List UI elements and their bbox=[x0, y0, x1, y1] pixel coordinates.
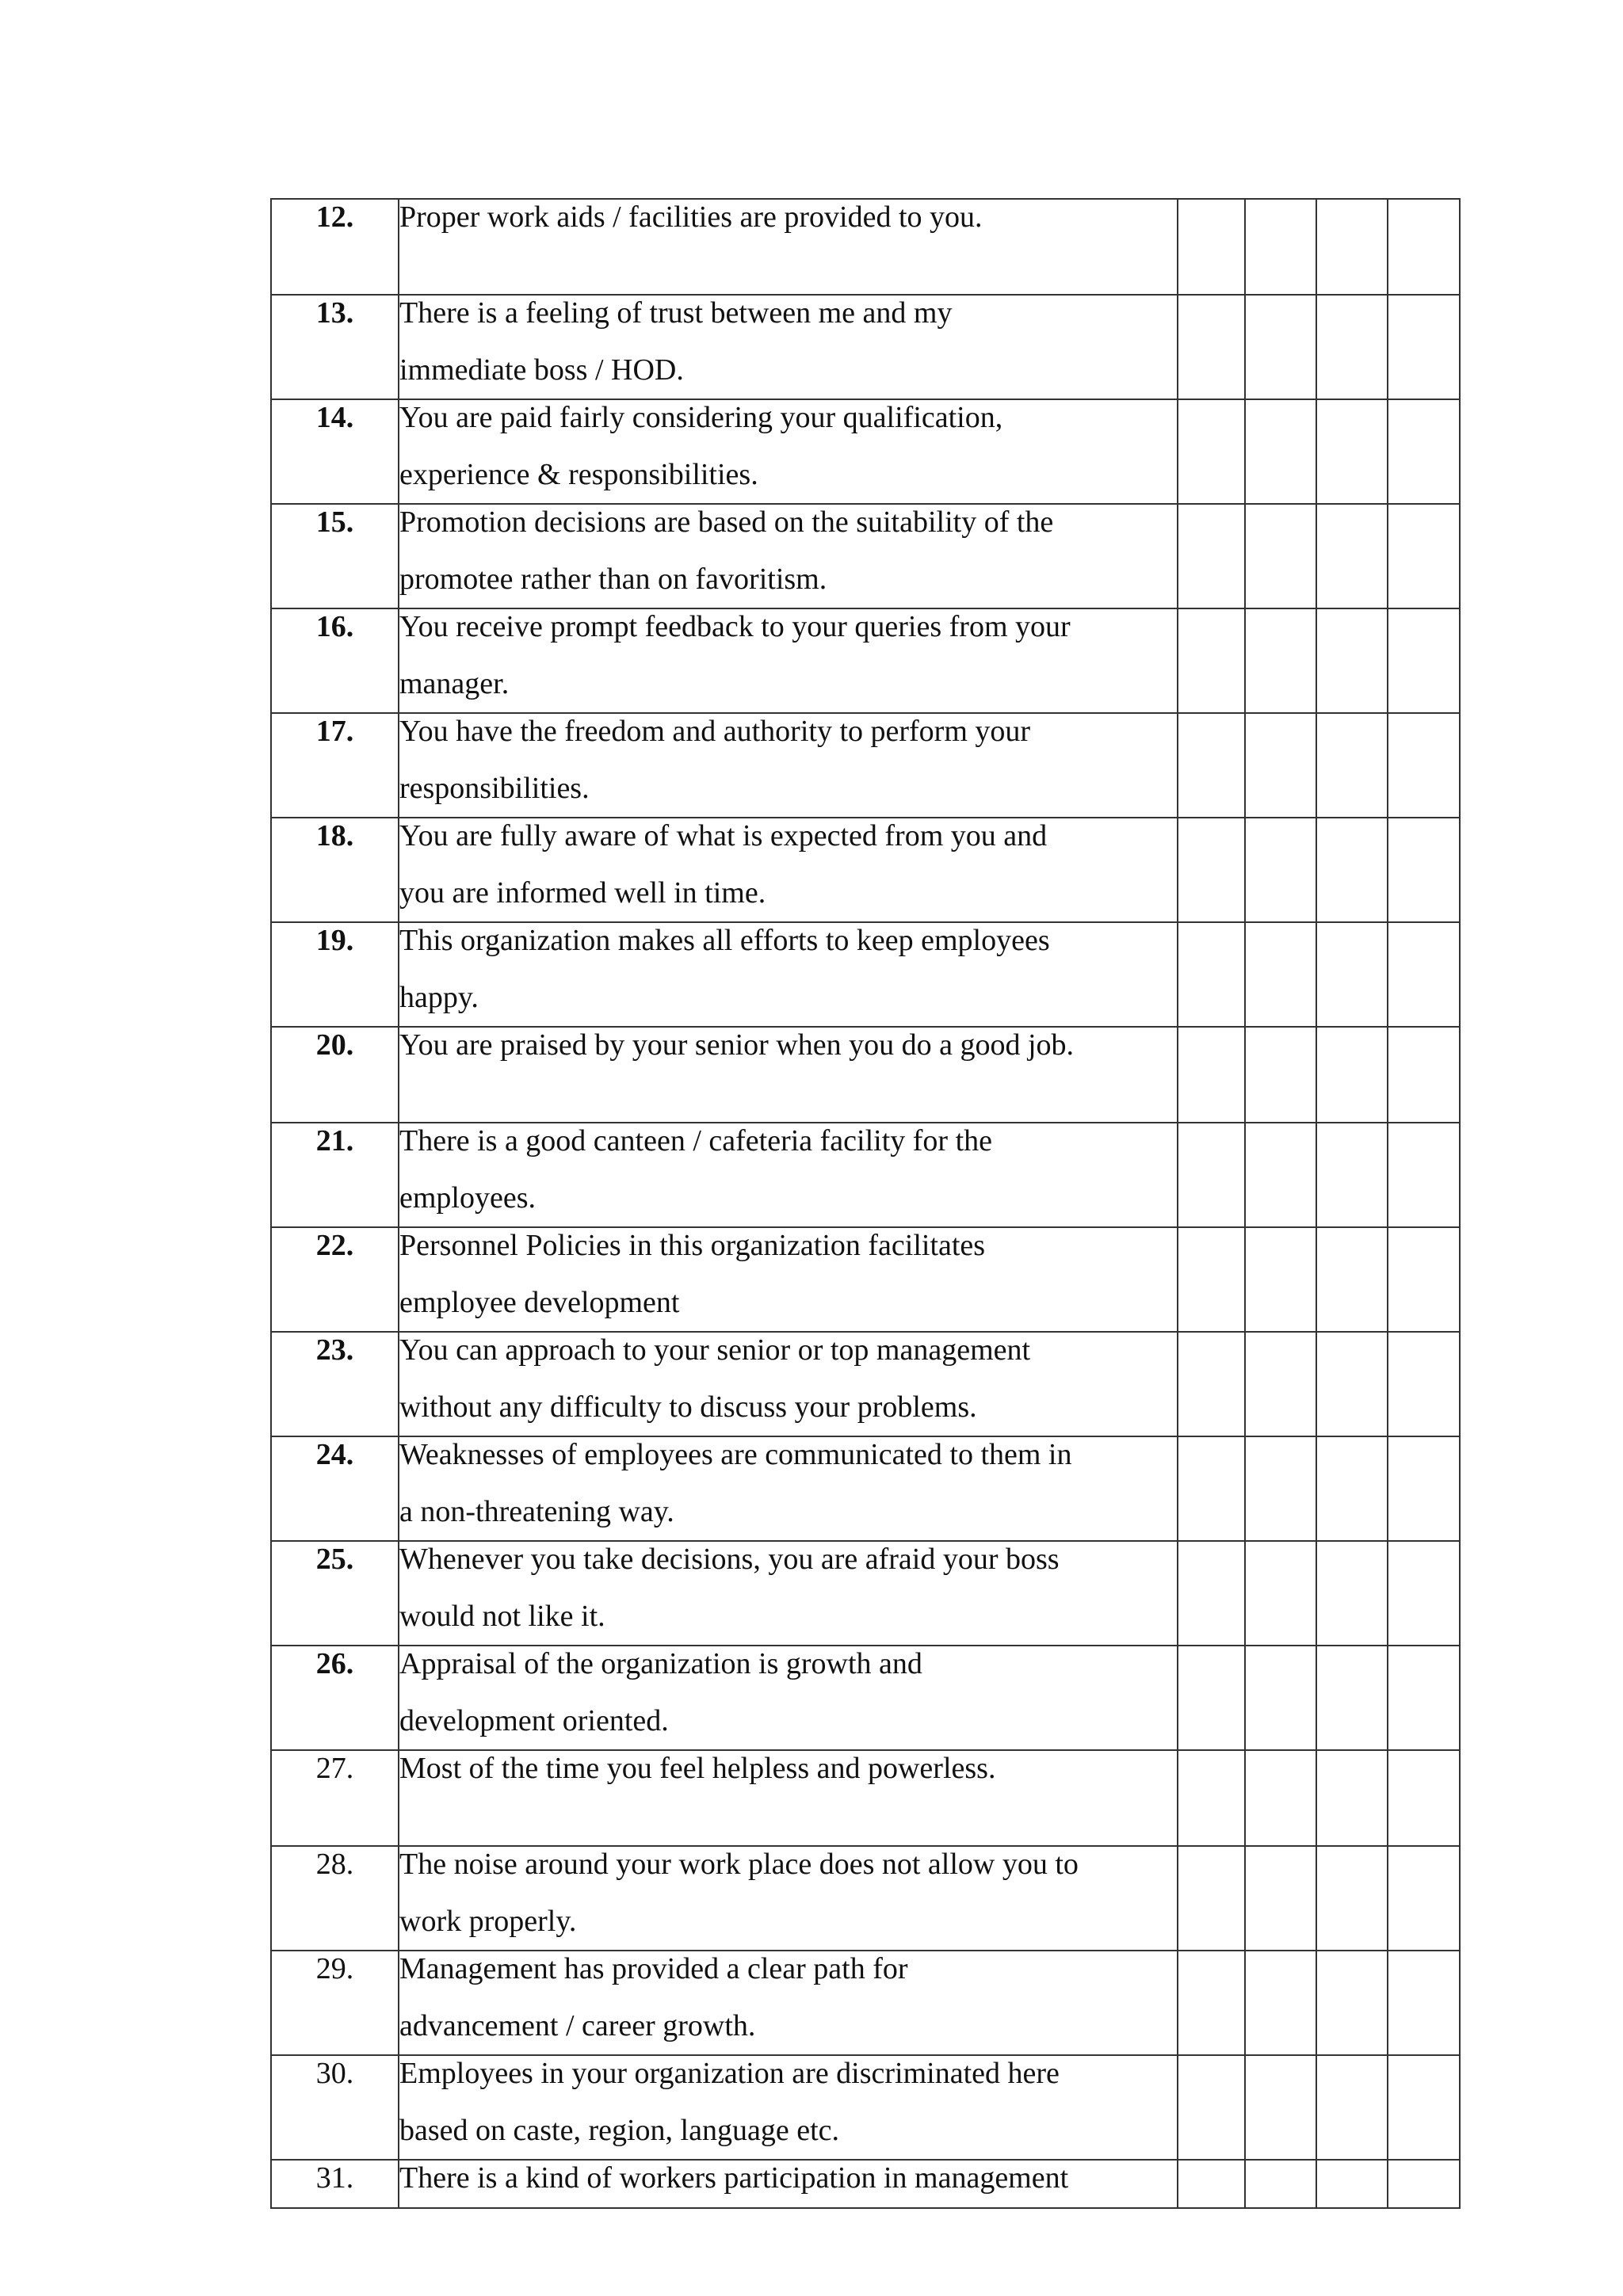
question-row bbox=[271, 399, 1460, 504]
question-number: 26. bbox=[271, 1646, 399, 1750]
question-row bbox=[271, 1123, 1460, 1227]
statement-line: advancement / career growth. bbox=[399, 2009, 756, 2042]
question-statement bbox=[399, 1123, 1178, 1227]
response-cell-2[interactable] bbox=[1245, 1951, 1316, 2055]
statement-line: promotee rather than on favoritism. bbox=[399, 563, 827, 596]
response-cell-1[interactable] bbox=[1178, 1332, 1245, 1436]
statement-text bbox=[399, 912, 1177, 1026]
question-row bbox=[271, 199, 1460, 295]
statement-line: Personnel Policies in this organization facilitates bbox=[399, 1229, 986, 1262]
response-cell-1[interactable] bbox=[1178, 504, 1245, 608]
question-row bbox=[271, 1332, 1460, 1436]
response-cell-3[interactable] bbox=[1316, 1436, 1388, 1541]
question-number: 25. bbox=[271, 1541, 399, 1646]
question-number: 31. bbox=[271, 2160, 399, 2208]
statement-line: There is a kind of workers participation in management bbox=[399, 2161, 1069, 2195]
question-number: 22. bbox=[271, 1227, 399, 1332]
statement-line: happy. bbox=[399, 981, 479, 1014]
response-cell-4[interactable] bbox=[1388, 295, 1460, 399]
question-row bbox=[271, 1227, 1460, 1332]
question-number: 21. bbox=[271, 1123, 399, 1227]
response-cell-3[interactable] bbox=[1316, 295, 1388, 399]
question-row bbox=[271, 1846, 1460, 1951]
response-cell-1[interactable] bbox=[1178, 1541, 1245, 1646]
statement-text bbox=[399, 2149, 1177, 2206]
question-number: 24. bbox=[271, 1436, 399, 1541]
response-cell-4[interactable] bbox=[1388, 504, 1460, 608]
question-statement bbox=[399, 818, 1178, 922]
question-statement bbox=[399, 504, 1178, 608]
question-row bbox=[271, 504, 1460, 608]
response-cell-4[interactable] bbox=[1388, 199, 1460, 295]
response-cell-3[interactable] bbox=[1316, 199, 1388, 295]
question-statement bbox=[399, 1541, 1178, 1646]
response-cell-3[interactable] bbox=[1316, 1846, 1388, 1951]
question-statement bbox=[399, 1846, 1178, 1951]
question-statement bbox=[399, 1332, 1178, 1436]
statement-line: immediate boss / HOD. bbox=[399, 353, 684, 387]
response-cell-2[interactable] bbox=[1245, 2160, 1316, 2208]
question-number: 16. bbox=[271, 608, 399, 713]
response-cell-1[interactable] bbox=[1178, 295, 1245, 399]
response-cell-1[interactable] bbox=[1178, 818, 1245, 922]
question-row bbox=[271, 608, 1460, 713]
response-cell-2[interactable] bbox=[1245, 1750, 1316, 1846]
statement-line: This organization makes all efforts to keep employees bbox=[399, 924, 1050, 957]
response-cell-1[interactable] bbox=[1178, 608, 1245, 713]
response-cell-1[interactable] bbox=[1178, 922, 1245, 1027]
response-cell-1[interactable] bbox=[1178, 1646, 1245, 1750]
response-cell-2[interactable] bbox=[1245, 1123, 1316, 1227]
statement-line: Employees in your organization are discriminated here bbox=[399, 2057, 1060, 2090]
statement-line: You receive prompt feedback to your queries from your bbox=[399, 610, 1071, 643]
response-cell-3[interactable] bbox=[1316, 1646, 1388, 1750]
question-statement bbox=[399, 399, 1178, 504]
statement-text bbox=[399, 1217, 1177, 1331]
statement-line: You are praised by your senior when you do a good job. bbox=[399, 1028, 1075, 1062]
response-cell-2[interactable] bbox=[1245, 713, 1316, 818]
statement-text bbox=[399, 1112, 1177, 1226]
statement-text bbox=[399, 598, 1177, 712]
response-cell-3[interactable] bbox=[1316, 608, 1388, 713]
question-statement bbox=[399, 922, 1178, 1027]
response-cell-3[interactable] bbox=[1316, 1227, 1388, 1332]
question-number: 18. bbox=[271, 818, 399, 922]
response-cell-1[interactable] bbox=[1178, 1436, 1245, 1541]
statement-line: You are fully aware of what is expected from you and bbox=[399, 819, 1048, 852]
statement-text bbox=[399, 1322, 1177, 1436]
question-row bbox=[271, 2160, 1460, 2208]
question-row bbox=[271, 922, 1460, 1027]
question-row bbox=[271, 295, 1460, 399]
question-row bbox=[271, 1750, 1460, 1846]
statement-text bbox=[399, 703, 1177, 817]
statement-line: Promotion decisions are based on the suitability of the bbox=[399, 505, 1054, 539]
question-statement bbox=[399, 608, 1178, 713]
statement-line: work properly. bbox=[399, 1905, 577, 1938]
response-cell-4[interactable] bbox=[1388, 1846, 1460, 1951]
statement-line: would not like it. bbox=[399, 1600, 605, 1633]
response-cell-1[interactable] bbox=[1178, 713, 1245, 818]
statement-text bbox=[399, 1016, 1177, 1074]
statement-text bbox=[399, 1635, 1177, 1749]
statement-text bbox=[399, 189, 1177, 246]
response-cell-1[interactable] bbox=[1178, 1846, 1245, 1951]
question-number: 15. bbox=[271, 504, 399, 608]
statement-line: without any difficulty to discuss your problems. bbox=[399, 1390, 977, 1424]
response-cell-2[interactable] bbox=[1245, 1027, 1316, 1123]
question-statement bbox=[399, 2160, 1178, 2208]
response-cell-4[interactable] bbox=[1388, 713, 1460, 818]
response-cell-3[interactable] bbox=[1316, 2160, 1388, 2208]
question-statement bbox=[399, 199, 1178, 295]
question-number: 14. bbox=[271, 399, 399, 504]
response-cell-4[interactable] bbox=[1388, 399, 1460, 504]
response-cell-3[interactable] bbox=[1316, 1027, 1388, 1123]
statement-text bbox=[399, 284, 1177, 399]
statement-line: based on caste, region, language etc. bbox=[399, 2114, 839, 2147]
question-number: 29. bbox=[271, 1951, 399, 2055]
statement-line: manager. bbox=[399, 667, 510, 700]
statement-line: development oriented. bbox=[399, 1704, 669, 1737]
response-cell-3[interactable] bbox=[1316, 1951, 1388, 2055]
statement-line: You can approach to your senior or top management bbox=[399, 1333, 1031, 1367]
statement-line: You have the freedom and authority to perform your bbox=[399, 715, 1031, 748]
statement-text bbox=[399, 389, 1177, 503]
response-cell-1[interactable] bbox=[1178, 2160, 1245, 2208]
question-number: 12. bbox=[271, 199, 399, 295]
response-cell-4[interactable] bbox=[1388, 1646, 1460, 1750]
response-cell-3[interactable] bbox=[1316, 1332, 1388, 1436]
question-row bbox=[271, 1646, 1460, 1750]
statement-line: Weaknesses of employees are communicated to them in bbox=[399, 1438, 1072, 1471]
question-row bbox=[271, 1027, 1460, 1123]
question-statement bbox=[399, 1436, 1178, 1541]
statement-line: Whenever you take decisions, you are afraid your boss bbox=[399, 1543, 1060, 1576]
statement-line: employees. bbox=[399, 1181, 537, 1215]
response-cell-2[interactable] bbox=[1245, 295, 1316, 399]
response-cell-4[interactable] bbox=[1388, 1436, 1460, 1541]
statement-line: a non-threatening way. bbox=[399, 1495, 674, 1528]
statement-text bbox=[399, 494, 1177, 608]
statement-line: employee development bbox=[399, 1286, 680, 1319]
response-cell-4[interactable] bbox=[1388, 1541, 1460, 1646]
response-cell-2[interactable] bbox=[1245, 1227, 1316, 1332]
question-number: 30. bbox=[271, 2055, 399, 2160]
question-number: 27. bbox=[271, 1750, 399, 1846]
response-cell-3[interactable] bbox=[1316, 504, 1388, 608]
response-cell-2[interactable] bbox=[1245, 1846, 1316, 1951]
response-cell-4[interactable] bbox=[1388, 1951, 1460, 2055]
response-cell-1[interactable] bbox=[1178, 1227, 1245, 1332]
statement-text bbox=[399, 1426, 1177, 1540]
response-cell-3[interactable] bbox=[1316, 1750, 1388, 1846]
statement-text bbox=[399, 1940, 1177, 2054]
question-statement bbox=[399, 1646, 1178, 1750]
statement-text bbox=[399, 1531, 1177, 1645]
response-cell-4[interactable] bbox=[1388, 1027, 1460, 1123]
response-cell-3[interactable] bbox=[1316, 922, 1388, 1027]
statement-text bbox=[399, 1836, 1177, 1950]
question-row bbox=[271, 1541, 1460, 1646]
response-cell-4[interactable] bbox=[1388, 1123, 1460, 1227]
question-statement bbox=[399, 1227, 1178, 1332]
question-row bbox=[271, 1951, 1460, 2055]
question-statement bbox=[399, 1027, 1178, 1123]
response-cell-4[interactable] bbox=[1388, 818, 1460, 922]
response-cell-3[interactable] bbox=[1316, 818, 1388, 922]
statement-line: There is a good canteen / cafeteria facility for the bbox=[399, 1124, 992, 1158]
response-cell-2[interactable] bbox=[1245, 1332, 1316, 1436]
question-statement bbox=[399, 2055, 1178, 2160]
questionnaire-table bbox=[270, 198, 1461, 2209]
question-number: 20. bbox=[271, 1027, 399, 1123]
question-row bbox=[271, 2055, 1460, 2160]
questionnaire-body bbox=[271, 199, 1460, 2208]
response-cell-2[interactable] bbox=[1245, 608, 1316, 713]
statement-line: You are paid fairly considering your qualification, bbox=[399, 401, 1003, 434]
question-row bbox=[271, 713, 1460, 818]
response-cell-1[interactable] bbox=[1178, 1027, 1245, 1123]
response-cell-1[interactable] bbox=[1178, 399, 1245, 504]
question-statement bbox=[399, 1750, 1178, 1846]
statement-line: you are informed well in time. bbox=[399, 876, 766, 910]
response-cell-2[interactable] bbox=[1245, 922, 1316, 1027]
response-cell-4[interactable] bbox=[1388, 1227, 1460, 1332]
response-cell-4[interactable] bbox=[1388, 2160, 1460, 2208]
question-row bbox=[271, 818, 1460, 922]
question-row bbox=[271, 1436, 1460, 1541]
response-cell-2[interactable] bbox=[1245, 1436, 1316, 1541]
response-cell-2[interactable] bbox=[1245, 399, 1316, 504]
response-cell-2[interactable] bbox=[1245, 1646, 1316, 1750]
statement-line: Appraisal of the organization is growth and bbox=[399, 1647, 922, 1680]
response-cell-3[interactable] bbox=[1316, 713, 1388, 818]
statement-text bbox=[399, 807, 1177, 921]
statement-line: The noise around your work place does not allow you to bbox=[399, 1848, 1079, 1881]
response-cell-1[interactable] bbox=[1178, 199, 1245, 295]
question-statement bbox=[399, 295, 1178, 399]
question-number: 17. bbox=[271, 713, 399, 818]
question-number: 13. bbox=[271, 295, 399, 399]
response-cell-1[interactable] bbox=[1178, 1123, 1245, 1227]
statement-line: Proper work aids / facilities are provided to you. bbox=[399, 200, 983, 234]
response-cell-3[interactable] bbox=[1316, 1541, 1388, 1646]
response-cell-1[interactable] bbox=[1178, 1951, 1245, 2055]
response-cell-4[interactable] bbox=[1388, 1332, 1460, 1436]
response-cell-2[interactable] bbox=[1245, 199, 1316, 295]
statement-line: There is a feeling of trust between me and my bbox=[399, 296, 953, 330]
statement-text bbox=[399, 1740, 1177, 1797]
response-cell-3[interactable] bbox=[1316, 399, 1388, 504]
response-cell-4[interactable] bbox=[1388, 2055, 1460, 2160]
question-statement bbox=[399, 1951, 1178, 2055]
statement-text bbox=[399, 2045, 1177, 2159]
response-cell-1[interactable] bbox=[1178, 2055, 1245, 2160]
statement-line: Management has provided a clear path for bbox=[399, 1952, 908, 1985]
question-number: 19. bbox=[271, 922, 399, 1027]
statement-line: experience & responsibilities. bbox=[399, 458, 758, 491]
response-cell-2[interactable] bbox=[1245, 1541, 1316, 1646]
question-number: 28. bbox=[271, 1846, 399, 1951]
response-cell-4[interactable] bbox=[1388, 608, 1460, 713]
question-statement bbox=[399, 713, 1178, 818]
question-number: 23. bbox=[271, 1332, 399, 1436]
response-cell-2[interactable] bbox=[1245, 504, 1316, 608]
response-cell-4[interactable] bbox=[1388, 922, 1460, 1027]
statement-line: responsibilities. bbox=[399, 772, 590, 805]
statement-line: Most of the time you feel helpless and powerless. bbox=[399, 1752, 996, 1785]
response-cell-4[interactable] bbox=[1388, 1750, 1460, 1846]
response-cell-2[interactable] bbox=[1245, 818, 1316, 922]
response-cell-2[interactable] bbox=[1245, 2055, 1316, 2160]
response-cell-1[interactable] bbox=[1178, 1750, 1245, 1846]
response-cell-3[interactable] bbox=[1316, 2055, 1388, 2160]
response-cell-3[interactable] bbox=[1316, 1123, 1388, 1227]
